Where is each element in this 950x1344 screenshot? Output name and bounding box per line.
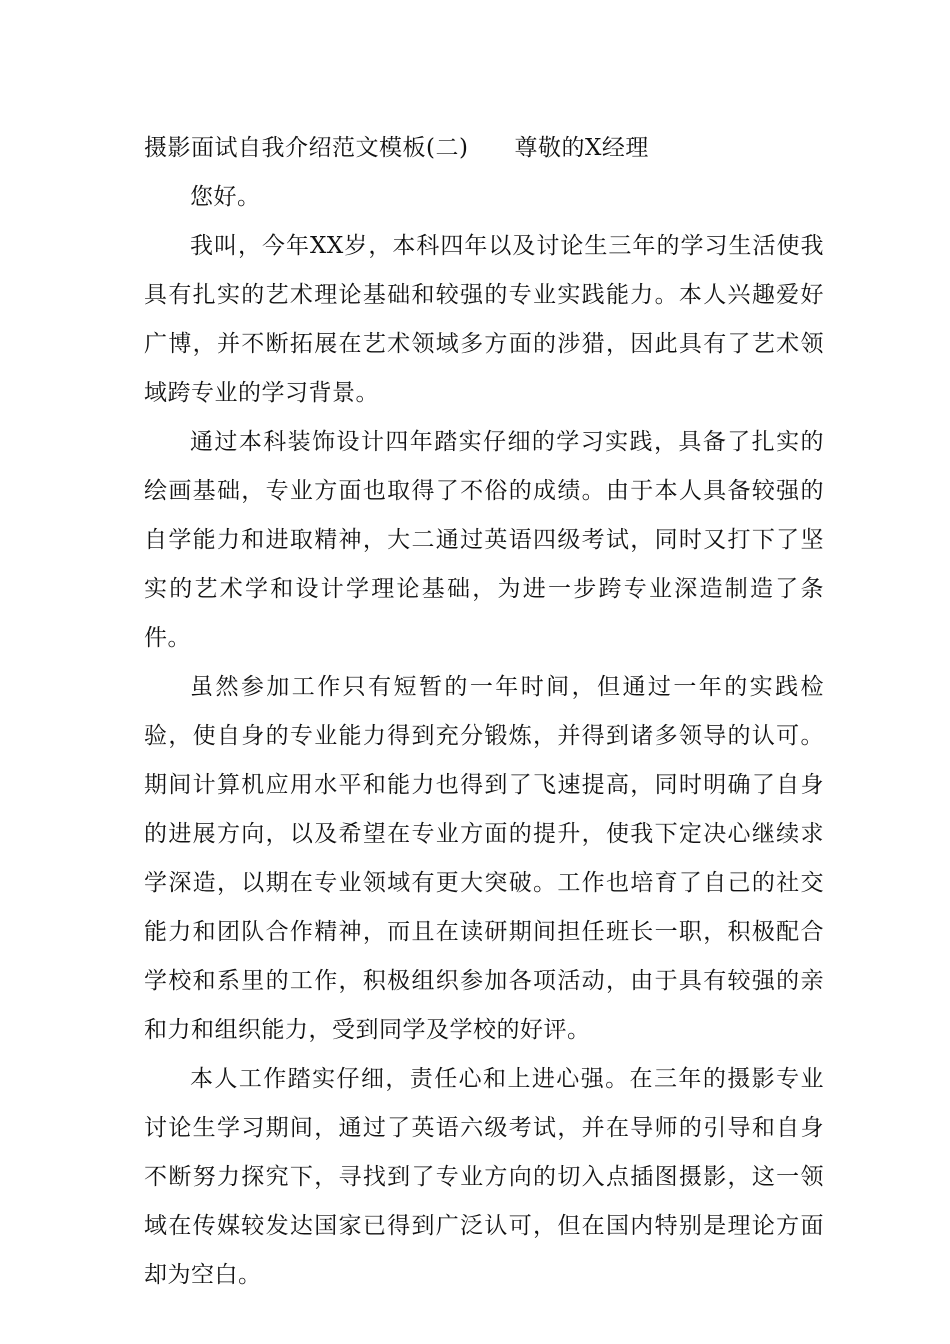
- document-title: 摄影面试自我介绍范文模板(二): [144, 135, 469, 161]
- paragraph-2: 通过本科装饰设计四年踏实仔细的学习实践，具备了扎实的绘画基础，专业方面也取得了不俗的成绩。由于本人具备较强的自学能力和进取精神，大二通过英语四级考试，同时又打下了坚实的艺术学和设计学理论基础，为进一步跨专业深造制造了条件。: [144, 429, 824, 651]
- paragraph-4: 本人工作踏实仔细，责任心和上进心强。在三年的摄影专业讨论生学习期间，通过了英语六级考试，并在导师的引导和自身不断努力探究下，寻找到了专业方向的切入点插图摄影，这一领域在传媒较发达国家已得到广泛认可，但在国内特别是理论方面却为空白。: [144, 1066, 824, 1288]
- paragraph-3: 虽然参加工作只有短暂的一年时间，但通过一年的实践检验，使自身的专业能力得到充分锻炼，并得到诸多领导的认可。期间计算机应用水平和能力也得到了飞速提高，同时明确了自身的进展方向，以及希望在专业方面的提升，使我下定决心继续求学深造，以期在专业领域有更大突破。工作也培育了自己的社交能力和团队合作精神，而且在读研期间担任班长一职，积极配合学校和系里的工作，积极组织参加各项活动，由于具有较强的亲和力和组织能力，受到同学及学校的好评。: [144, 674, 824, 1043]
- salutation: 尊敬的X经理: [514, 135, 649, 161]
- document-body: [144, 124, 824, 1300]
- paragraph-1: 我叫，今年XX岁，本科四年以及讨论生三年的学习生活使我具有扎实的艺术理论基础和较强的专业实践能力。本人兴趣爱好广博，并不断拓展在艺术领域多方面的涉猎，因此具有了艺术领域跨专业的学习背景。: [144, 233, 824, 406]
- title-line: [144, 124, 824, 173]
- greeting: 您好。: [190, 184, 261, 210]
